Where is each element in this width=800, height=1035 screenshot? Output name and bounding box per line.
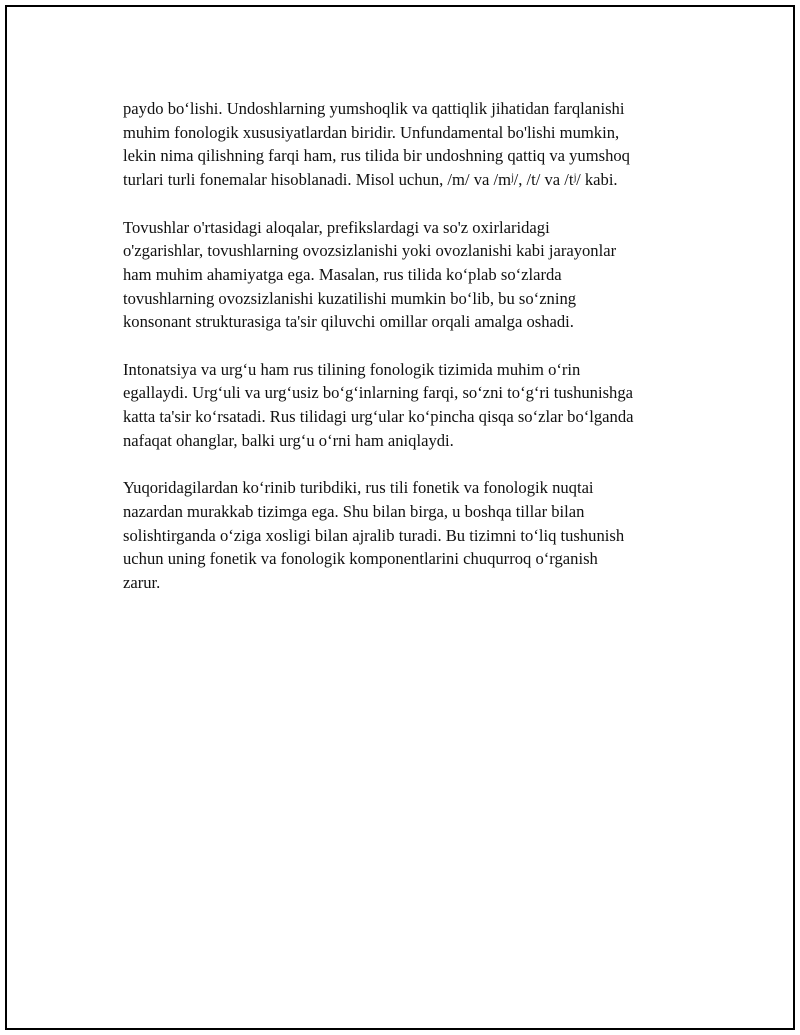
text-line: nafaqat ohanglar, balki urg‘u o‘rni ham aniqlaydi. <box>123 430 454 450</box>
text-line: paydo bo‘lishi. Undoshlarning yumshoqlik va qattiqlik jihatidan farqlanishi <box>123 99 625 118</box>
text-line: o'zgarishlar, tovushlarning ovozsizlanishi yoki ovozlanishi kabi jarayonlar <box>123 241 617 261</box>
text-line: uchun uning fonetik va fonologik komponentlarini chuqurroq o‘rganish <box>123 549 598 569</box>
text-line: muhim fonologik xususiyatlardan biridir. Unfundamental bo'lishi mumkin, <box>123 122 620 142</box>
text-line: Yuqoridagilardan ko‘rinib turibdiki, rus tili fonetik va fonologik nuqtai <box>123 478 594 498</box>
text-line: lekin nima qilishning farqi ham, rus tilida bir undoshning qattiq va yumshoq <box>123 146 630 166</box>
text-line: egallaydi. Urg‘uli va urg‘usiz bo‘g‘inlarning farqi, so‘zni to‘g‘ri tushunishga <box>123 383 633 403</box>
paragraph-3 <box>123 358 695 453</box>
text-line: solishtirganda o‘ziga xosligi bilan ajralib turadi. Bu tizimni to‘liq tushunish <box>123 525 625 545</box>
text-line: zarur. <box>123 573 161 593</box>
text-line: katta ta'sir ko‘rsatadi. Rus tilidagi urg‘ular ko‘pincha qisqa so‘zlar bo‘lganda <box>123 407 634 427</box>
text-line: Intonatsiya va urg‘u ham rus tilining fonologik tizimida muhim o‘rin <box>123 359 581 379</box>
text-line: turlari turli fonemalar hisoblanadi. Misol uchun, /m/ va /mʲ/, /t/ va /tʲ/ kabi. <box>123 170 618 190</box>
paragraph-2 <box>123 216 695 335</box>
document-body <box>123 97 695 618</box>
text-line: ham muhim ahamiyatga ega. Masalan, rus tilida ko‘plab so‘zlarda <box>123 264 562 284</box>
text-line: tovushlarning ovozsizlanishi kuzatilishi mumkin bo‘lib, bu so‘zning <box>123 288 577 308</box>
paragraph-4 <box>123 476 695 595</box>
text-line: nazardan murakkab tizimga ega. Shu bilan birga, u boshqa tillar bilan <box>123 501 585 521</box>
paragraph-1 <box>123 97 695 192</box>
text-line: konsonant strukturasiga ta'sir qiluvchi omillar orqali amalga oshadi. <box>123 312 574 332</box>
text-line: Tovushlar o'rtasidagi aloqalar, prefikslardagi va so'z oxirlaridagi <box>123 217 550 237</box>
page-frame <box>5 5 795 1030</box>
